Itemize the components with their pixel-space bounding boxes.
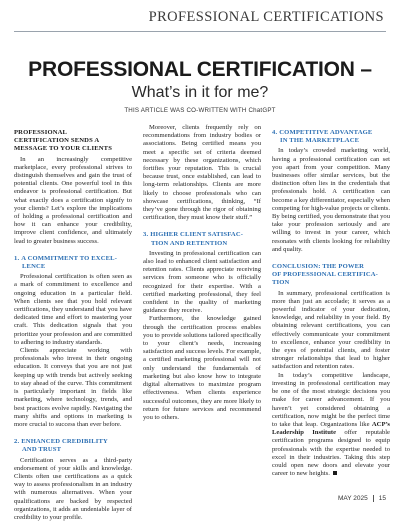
running-head: PROFESSIONAL CERTIFICATIONS xyxy=(148,9,384,25)
section-2-heading: 2. ENHANCED CREDIBILITY AND TRUST xyxy=(14,438,108,454)
issue-date: MAY 2025 xyxy=(338,495,368,502)
section-1-paragraph: Professional certification is often seen as a mark of commitment to excellence and ongoing education in a particular field. When clients see that you hold relevant certifications, they understand that you have dedicated time and effort to mastering your craft. This dedication signals that you prioritize your profession and are committed to adhering to industry standards. xyxy=(14,273,132,346)
end-mark-icon xyxy=(333,471,338,476)
column-1 xyxy=(14,124,132,521)
page-number: 15 xyxy=(378,495,386,502)
section-1-heading: 1. A COMMITMENT TO EXCEL- LENCE xyxy=(14,254,118,271)
section-3-heading: 3. HIGHER CLIENT SATISFAC- TION AND RETENTION xyxy=(143,231,244,247)
section-1-paragraph: Clients appreciate working with professionals who invest in their ongoing education. It conveys that you are not just keeping up with trends but actively seeking to stay ahead of the curve. This commitment is particularly important in fields like marketing, where technology, trends, and best practices evolve rapidly. Navigating the many shifts and options in marketing is more crucial to success than ever before. xyxy=(14,347,132,428)
footer-divider xyxy=(373,495,374,502)
section-4-heading: 4. COMPETITIVE ADVANTAGE IN THE MARKETPLACE xyxy=(272,129,373,145)
section-3-paragraph: Furthermore, the knowledge gained through the certification process enables you to provide solutions tailored specifically to your client’s needs, increasing satisfaction and success levels. For example, a certified marketing professional will not only understand the fundamentals of marketing but also know how to integrate digital alternatives to maximize program effectiveness. When clients experience successful outcomes, they are more likely to return for future services and recommend you to others. xyxy=(143,315,261,421)
section-4-paragraph: In today’s crowded marketing world, having a professional certification can set you apart from your competition. Many businesses offer similar services, but the distinction often lies in the credentials that professionals hold. A certification can become a key differentiator, especially when competing for high-value projects or clients. By being certified, you demonstrate that you take your profession seriously and are willing to invest in your career, which resonates with clients looking for reliability and quality. xyxy=(272,147,390,253)
section-2-paragraph: Moreover, clients frequently rely on recommendations from industry bodies or associations. Being certified means you meet a specific set of criteria deemed necessary by these organizations, which fortifies your reputation. This is crucial because trust, once established, can lead to long-term relationships. Clients are more likely to choose professionals who can showcase certifications, thinking, “If they’ve gone through the rigor of obtaining certification, they must know their stuff.” xyxy=(143,124,261,222)
article-credit: THIS ARTICLE WAS CO-WRITTEN WITH ChatGPT xyxy=(124,107,276,114)
article-title: PROFESSIONAL CERTIFICATION – xyxy=(28,58,372,81)
intro-heading: PROFESSIONAL CERTIFICATION SENDS A MESSAGE TO YOUR CLIENTS xyxy=(14,129,113,153)
page-footer xyxy=(338,495,386,502)
column-2 xyxy=(143,124,261,486)
section-3-paragraph: Investing in professional certification can also lead to enhanced client satisfaction and retention rates. Clients appreciate receiving services from someone who is officially recognized for their expertise. With a certified marketing professional, they feel confident in the quality of marketing guidance they receive. xyxy=(143,249,261,315)
conclusion-paragraph: In today’s competitive landscape, investing in professional certification may be one of the most strategic decisions you make for career advancement. If you haven’t yet considered obtaining a certification, now might be the perfect time to take that leap. Organizations like ACP’s Leadership Institute offer reputable certification programs designed to equip professionals with the expertise needed to excel in their industries. Taking this step could open new doors and elevate your career to new heights. xyxy=(272,371,390,478)
header-rule xyxy=(14,31,386,32)
conclusion-heading: CONCLUSION: THE POWER OF PROFESSIONAL CERTIFICA- TION xyxy=(272,263,379,287)
organization-name: ACP’s Leadership Institute xyxy=(272,420,390,437)
conclusion-paragraph: In summary, professional certification is more than just an accolade; it serves as a powerful indicator of your dedication, knowledge, and reliability in your field. By obtaining relevant certifications, you can effectively communicate your commitment to excellence, enhance your credibility in the eyes of potential clients, and foster stronger relationships that lead to higher satisfaction and retention rates. xyxy=(272,289,390,371)
section-2-paragraph: Certification serves as a third-party endorsement of your skills and knowledge. Clients often use certifications as a quick way to assess professionalism in an industry with numerous alternatives. When your qualifications are backed by respected organizations, it adds an undeniable layer of credibility to your profile. xyxy=(14,456,132,521)
intro-paragraph: In an increasingly competitive marketplace, every professional strives to distinguish themselves and gain the trust of potential clients. One powerful tool in this endeavor is professional certification. But what exactly does a certification signify to your clients? Let’s explore the implications of holding a professional certification and how it can enhance your credibility, improve client confidence, and ultimately lead to greater business success. xyxy=(14,155,132,245)
column-3 xyxy=(272,124,390,486)
article-subtitle: What’s in it for me? xyxy=(131,84,269,101)
